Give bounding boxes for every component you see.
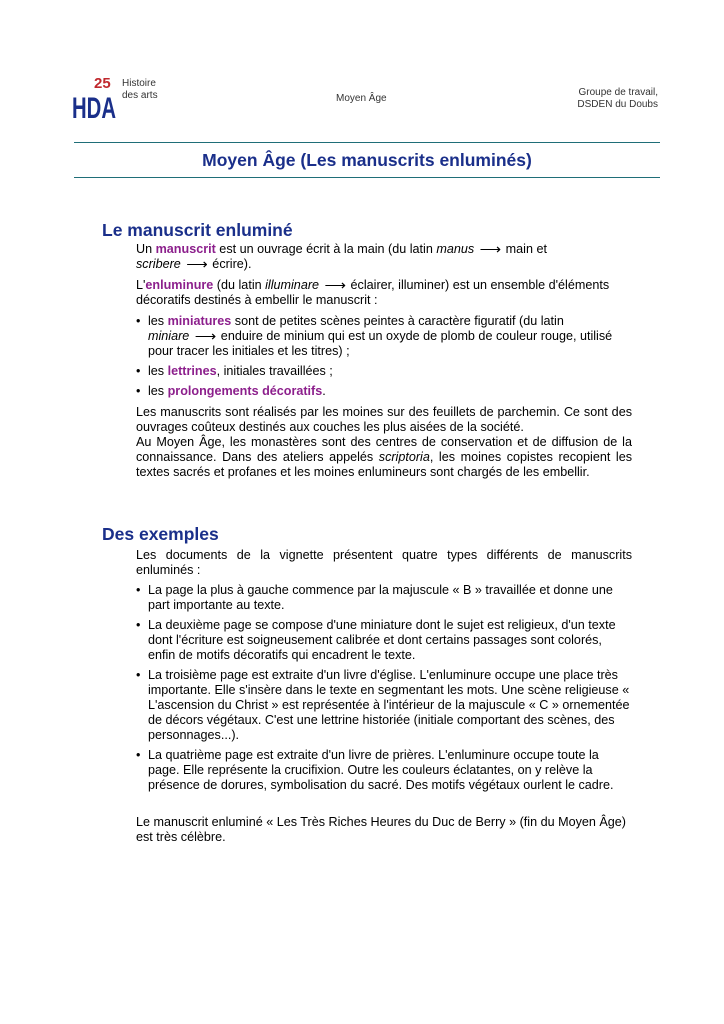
arrow-icon: ⟶ [324, 277, 346, 294]
exemples-list [136, 583, 632, 798]
paragraph-tres-riches-heures: Le manuscrit enluminé « Les Très Riches Heures du Duc de Berry » (fin du Moyen Âge) est très célèbre. [136, 815, 626, 844]
header-left-line2: des arts [122, 90, 158, 101]
logo-letters: HDA [72, 92, 116, 120]
list-item: • La troisième page est extraite d'un livre d'église. L'enluminure occupe une place très importante. Elle s'insère dans le texte en segmentant les mots. Une scène religieuse « L'ascension du Christ » est représentée à l'intérieur de la majuscule « C » ornementée de décors végétaux. C'est une lettrine historiée (initiale comportant des scènes, des personnages...). [136, 668, 630, 742]
title-rule-top [74, 142, 660, 143]
paragraph-monasteres: Au Moyen Âge, les monastères sont des centres de conservation et de diffusion de la connaissance. Dans des ateliers appelés scriptoria, les moines copistes recopient les textes sacrés et profanes et les moines enlumineurs sont chargés de les embellir. [136, 435, 632, 479]
header-right-line2: DSDEN du Doubs [577, 99, 658, 110]
paragraph-exemples-intro: Les documents de la vignette présentent quatre types différents de manuscrits enluminés : [136, 548, 632, 577]
header-center-label: Moyen Âge [336, 93, 387, 104]
bullet-icon: • [136, 583, 141, 597]
list-item: • La page la plus à gauche commence par la majuscule « B » travaillée et donne une part importante au texte. [136, 583, 613, 612]
header-right-label [577, 87, 658, 111]
list-item: • les miniatures sont de petites scènes peintes à caractère figuratif (du latin miniare ⟶ enduire de minium qui est un oxyde de plomb de couleur rouge, utilisé pour tracer les initiales et les titres) ; [136, 314, 613, 358]
bullet-icon: • [136, 314, 141, 328]
section-heading-manuscrit: Le manuscrit enluminé [102, 220, 293, 240]
enluminure-elements-list [136, 314, 632, 404]
title-rule-bottom [74, 177, 660, 178]
list-item: • les prolongements décoratifs. [136, 384, 326, 398]
paragraph-parchemin: Les manuscrits sont réalisés par les moines sur des feuillets de parchemin. Ce sont des ouvrages coûteux destinés aux couches les plus aisées de la société. [136, 405, 632, 434]
page-title: Moyen Âge (Les manuscrits enluminés) [202, 150, 532, 170]
bullet-icon: • [136, 668, 141, 682]
paragraph-enluminure-definition: L'enluminure (du latin illuminare ⟶ éclairer, illuminer) est un ensemble d'éléments décoratifs destinés à embellir le manuscrit : [136, 277, 610, 307]
section-heading-exemples: Des exemples [102, 524, 219, 544]
paragraph-manuscrit-definition: Un manuscrit est un ouvrage écrit à la main (du latin manus ⟶ main et scribere ⟶ écrire). [136, 241, 547, 273]
arrow-icon: ⟶ [186, 256, 207, 273]
arrow-icon: ⟶ [479, 241, 501, 258]
keyword-enluminure: enluminure [145, 278, 214, 292]
header-right-line1: Groupe de travail, [578, 87, 658, 98]
list-item: • La deuxième page se compose d'une miniature dont le sujet est religieux, d'un texte dont l'écriture est soigneusement calibrée et dont certains passages sont colorés, enfin de motifs décoratifs qui encadrent le texte. [136, 618, 616, 662]
keyword-miniatures: miniatures [167, 314, 232, 328]
bullet-icon: • [136, 384, 141, 398]
header-left-label [122, 78, 158, 102]
bullet-icon: • [136, 618, 141, 632]
keyword-prolongements: prolongements décoratifs [167, 384, 323, 398]
keyword-lettrines: lettrines [167, 364, 217, 378]
list-item: • les lettrines, initiales travaillées ; [136, 364, 333, 378]
list-item: • La quatrième page est extraite d'un livre de prières. L'enluminure occupe toute la page. Elle représente la crucifixion. Outre les couleurs éclatantes, on y relève la présence de dorures, symbolisation du sacré. Des motifs végétaux ourlent le cadre. [136, 748, 614, 792]
bullet-icon: • [136, 748, 141, 762]
hda-logo [72, 74, 120, 120]
keyword-manuscrit: manuscrit [155, 242, 216, 256]
arrow-icon: ⟶ [194, 328, 216, 345]
logo-number: 25 [94, 75, 111, 92]
bullet-icon: • [136, 364, 141, 378]
header-left-line1: Histoire [122, 78, 156, 89]
